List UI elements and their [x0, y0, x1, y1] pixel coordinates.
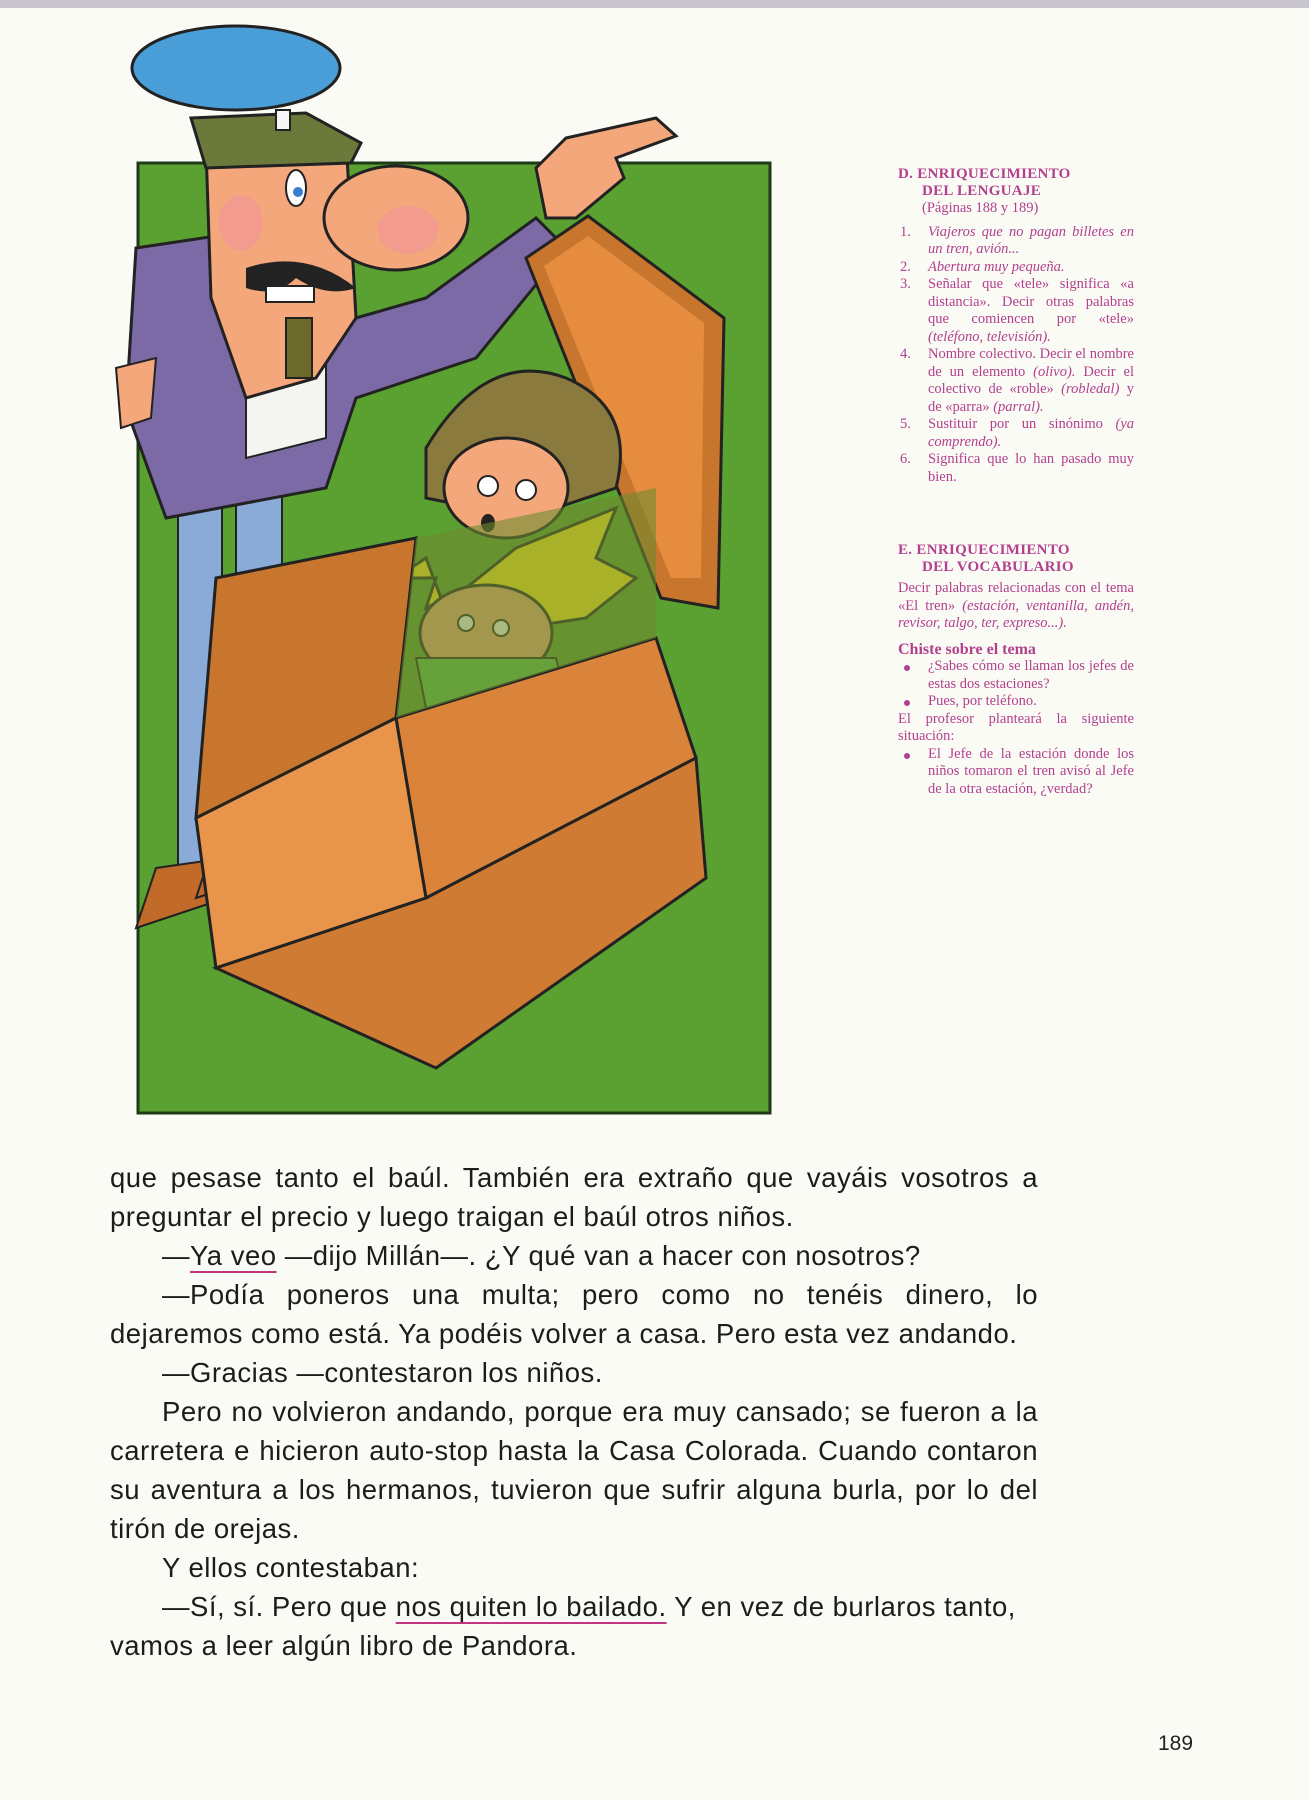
story-paragraph-7: —Sí, sí. Pero que nos quiten lo bailado. Y en vez de burlaros tanto, vamos a leer algún libro de Pandora. [110, 1591, 1016, 1661]
situation-text: El profesor planteará la siguiente situación: [898, 710, 1134, 744]
section-e-title-line2: DEL VOCABULARIO [922, 559, 1074, 575]
story-paragraph-5: Pero no volvieron andando, porque era muy cansado; se fueron a la carretera e hicieron auto-stop hasta la Casa Colorada. Cuando contaron su aventura a los hermanos, tuvieron que sufrir alguna burla, por lo del tirón de orejas. [110, 1396, 1038, 1544]
story-paragraph-3: —Podía poneros una multa; pero como no tenéis dinero, lo dejaremos como está. Ya podéis volver a casa. Pero esta vez andando. [110, 1279, 1038, 1349]
story-paragraph-4: —Gracias —contestaron los niños. [162, 1357, 603, 1388]
conductor-cap [132, 26, 361, 168]
section-e-intro: Decir palabras relacionadas con el tema «El tren» (estación, ventanilla, andén, revisor, talgo, ter, expreso...). [898, 580, 1134, 631]
section-e-title [898, 542, 1134, 576]
list-item: 6. Significa que lo han pasado muy bien. [900, 451, 1134, 485]
section-d-title-line2: DEL LENGUAJE [922, 183, 1042, 199]
underlined-phrase-ya-veo: Ya veo [190, 1240, 277, 1271]
story-text [110, 1158, 1038, 1665]
section-e-title-line1: E. ENRIQUECIMIENTO [898, 542, 1070, 558]
story-paragraph-1: que pesase tanto el baúl. También era extraño que vayáis vosotros a preguntar el precio y luego traigan el baúl otros niños. [110, 1162, 1038, 1232]
joke-question: ¿Sabes cómo se llaman los jefes de estas dos estaciones? [898, 658, 1134, 693]
situation-item: El Jefe de la estación donde los niños tomaron el tren avisó al Jefe de la otra estación, ¿verdad? [898, 746, 1134, 799]
joke-answer: Pues, por teléfono. [898, 693, 1134, 711]
underlined-phrase-bailado: nos quiten lo bailado. [395, 1591, 667, 1622]
list-item: 2. Abertura muy pequeña. [900, 258, 1065, 275]
page-number: 189 [1158, 1732, 1194, 1755]
teacher-notes-column [898, 166, 1134, 798]
section-d-pages: (Páginas 188 y 189) [922, 200, 1039, 216]
story-paragraph-2: —Ya veo —dijo Millán—. ¿Y qué van a hacer con nosotros? [162, 1240, 921, 1271]
story-paragraph-6: Y ellos contestaban: [162, 1552, 420, 1583]
list-item: 4. Nombre colectivo. Decir el nombre de un elemento (olivo). Decir el colectivo de «roble» (robledal) y de «parra» (parral). [900, 346, 1135, 415]
top-edge-strip [0, 0, 1309, 8]
section-d-title-line1: D. ENRIQUECIMIENTO [898, 166, 1071, 182]
illustration-conductor-and-trunk [96, 18, 786, 1118]
section-d-title [898, 166, 1134, 200]
list-item: 3. Señalar que «tele» significa «a distancia». Decir otras palabras que comiencen por «tele» (teléfono, televisión). [900, 276, 1134, 345]
list-item: 5. Sustituir por un sinónimo (ya comprendo). [900, 416, 1134, 450]
section-d-list [898, 224, 1134, 487]
list-item: 1. Viajeros que no pagan billetes en un tren, avión... [900, 223, 1134, 257]
joke-title: Chiste sobre el tema [898, 640, 1036, 658]
